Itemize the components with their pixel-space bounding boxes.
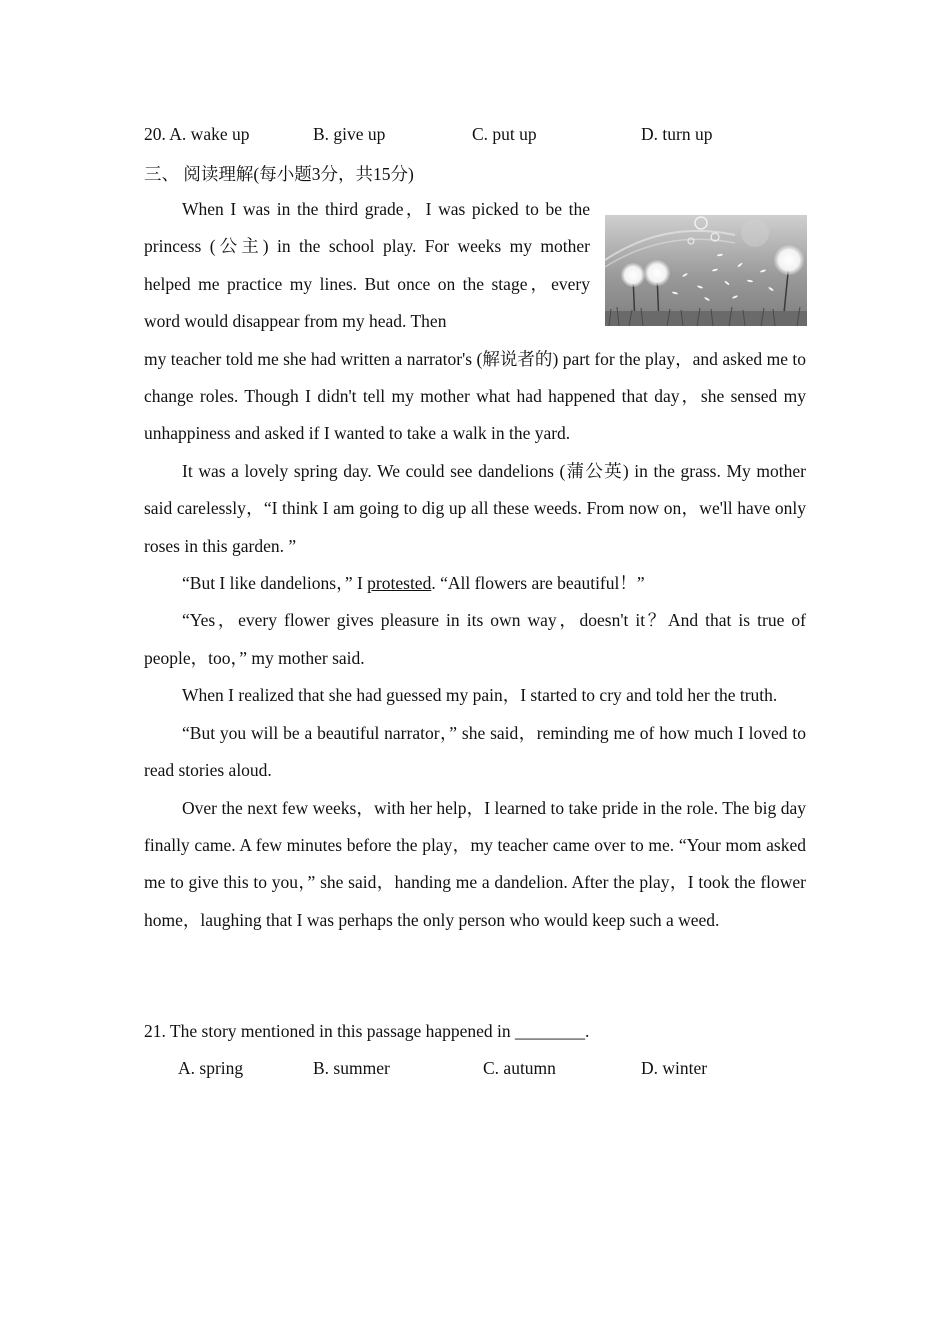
q20-option-b: B. give up bbox=[313, 124, 386, 144]
passage-paragraph-6: “But you will be a beautiful narrator，” she said，reminding me of how much I loved to read stories aloud. bbox=[144, 722, 806, 781]
underlined-word: protested bbox=[367, 573, 432, 594]
passage-paragraph-5: When I realized that she had guessed my pain，I started to cry and told her the truth. bbox=[182, 685, 778, 706]
passage-paragraph-7: Over the next few weeks，with her help，I learned to take pride in the role. The big day finally came. A few minutes before the play，my teacher came over to me. “Your mom asked me to give this to you，” she said，handing me a dandelion. After the play，I took the flower home，laughing that I was perhaps the only person who would keep such a weed. bbox=[144, 797, 806, 930]
q20-option-a bbox=[144, 124, 249, 145]
section-heading: 三、 阅读理解(每小题3分，共15分) bbox=[144, 164, 414, 184]
p3-after: . “All flowers are beautiful！” bbox=[431, 573, 645, 594]
q20-number: 20. bbox=[144, 124, 170, 144]
q20-option-c: C. put up bbox=[472, 124, 537, 144]
passage-paragraph-1a: When I was in the third grade，I was picked to be the princess (公主) in the school play. For weeks my mother helped me practice my lines. But once on the stage，every word would disappear from my head. Then bbox=[144, 199, 590, 332]
passage-paragraph-2: It was a lovely spring day. We could see dandelions (蒲公英) in the grass. My mother said carelessly，“I think I am going to dig up all these weeds. From now on，we'll have only roses in this garden. ” bbox=[144, 460, 806, 556]
passage-paragraph-4: “Yes，every flower gives pleasure in its own way，doesn't it？And that is true of people，too，” my mother said. bbox=[144, 610, 806, 668]
q21-stem: 21. The story mentioned in this passage happened in ________. bbox=[144, 1021, 590, 1041]
reading-passage bbox=[144, 191, 806, 939]
q21-option-a: A. spring bbox=[178, 1058, 244, 1078]
q20-option-d: D. turn up bbox=[641, 124, 713, 144]
passage-paragraph-1b: my teacher told me she had written a narrator's (解说者的) part for the play，and asked me to change roles. Though I didn't tell my mother what had happened that day，she sensed my unhappiness and asked if I wanted to take a walk in the yard. bbox=[144, 348, 806, 444]
passage-paragraph-3 bbox=[144, 565, 806, 602]
q21-option-d: D. winter bbox=[641, 1058, 708, 1078]
q21-option-b: B. summer bbox=[313, 1058, 390, 1078]
q20-option-a-text: A. wake up bbox=[169, 124, 250, 144]
q21-option-c: C. autumn bbox=[483, 1058, 556, 1078]
p3-before: “But I like dandelions，” I bbox=[182, 573, 368, 594]
